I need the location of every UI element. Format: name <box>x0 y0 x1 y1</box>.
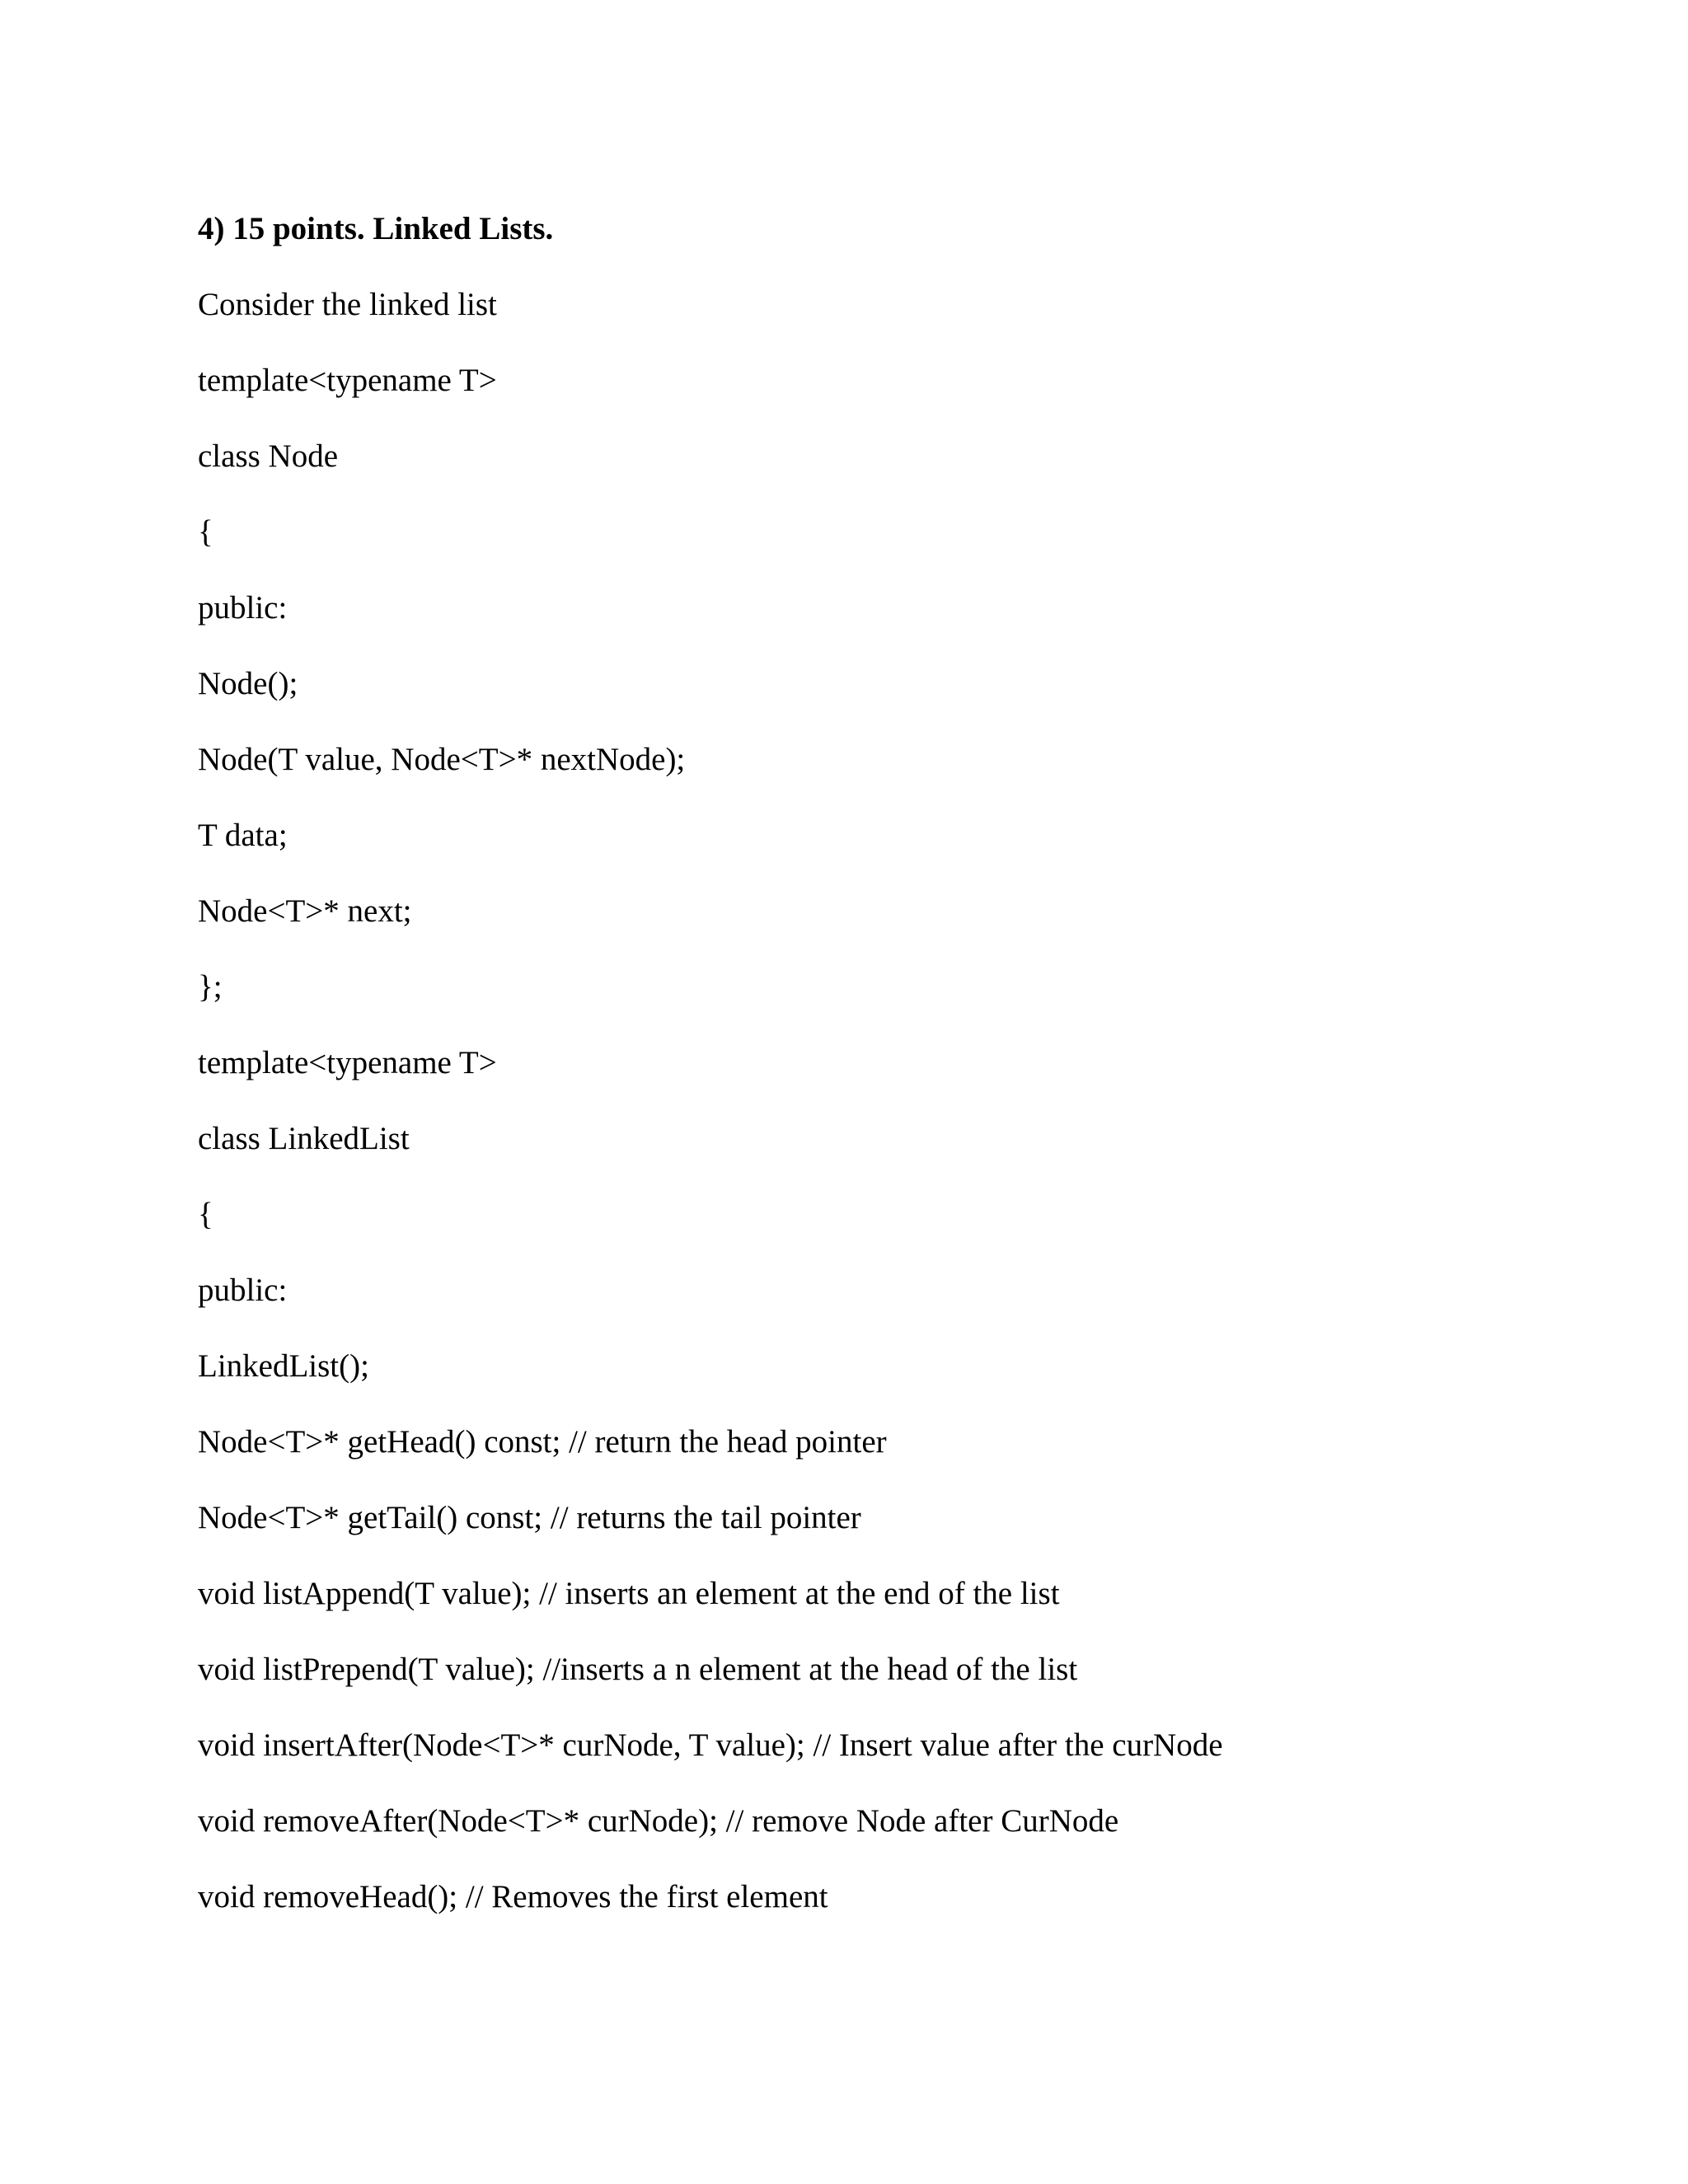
code-line-open-brace: { <box>198 514 213 550</box>
code-line-template-node: template<typename T> <box>198 363 497 398</box>
code-line-node-ctor-args: Node(T value, Node<T>* nextNode); <box>198 742 686 777</box>
code-line-node-ctor: Node(); <box>198 666 298 701</box>
question-heading: 4) 15 points. Linked Lists. <box>198 211 554 246</box>
code-line-get-tail: Node<T>* getTail() const; // returns the tail pointer <box>198 1500 861 1535</box>
code-line-public: public: <box>198 590 288 626</box>
code-line-template-list: template<typename T> <box>198 1045 497 1080</box>
code-line-linkedlist-ctor: LinkedList(); <box>198 1348 369 1384</box>
code-line-remove-after: void removeAfter(Node<T>* curNode); // remove Node after CurNode <box>198 1803 1119 1839</box>
code-line-list-prepend: void listPrepend(T value); //inserts a n element at the head of the list <box>198 1652 1078 1687</box>
code-line-list-append: void listAppend(T value); // inserts an element at the end of the list <box>198 1576 1060 1611</box>
code-line-open-brace-2: { <box>198 1197 213 1232</box>
code-line-class-node: class Node <box>198 438 339 474</box>
document-body <box>198 191 1599 1935</box>
intro-text: Consider the linked list <box>198 287 497 322</box>
code-line-remove-head: void removeHead(); // Removes the first element <box>198 1879 828 1915</box>
code-line-get-head: Node<T>* getHead() const; // return the head pointer <box>198 1424 887 1460</box>
code-line-data-member: T data; <box>198 818 288 853</box>
code-line-close-brace: }; <box>198 969 223 1005</box>
code-line-class-linkedlist: class LinkedList <box>198 1121 410 1156</box>
code-line-next-member: Node<T>* next; <box>198 893 412 929</box>
code-line-insert-after: void insertAfter(Node<T>* curNode, T value); // Insert value after the curNode <box>198 1727 1223 1763</box>
code-line-public-2: public: <box>198 1272 288 1308</box>
